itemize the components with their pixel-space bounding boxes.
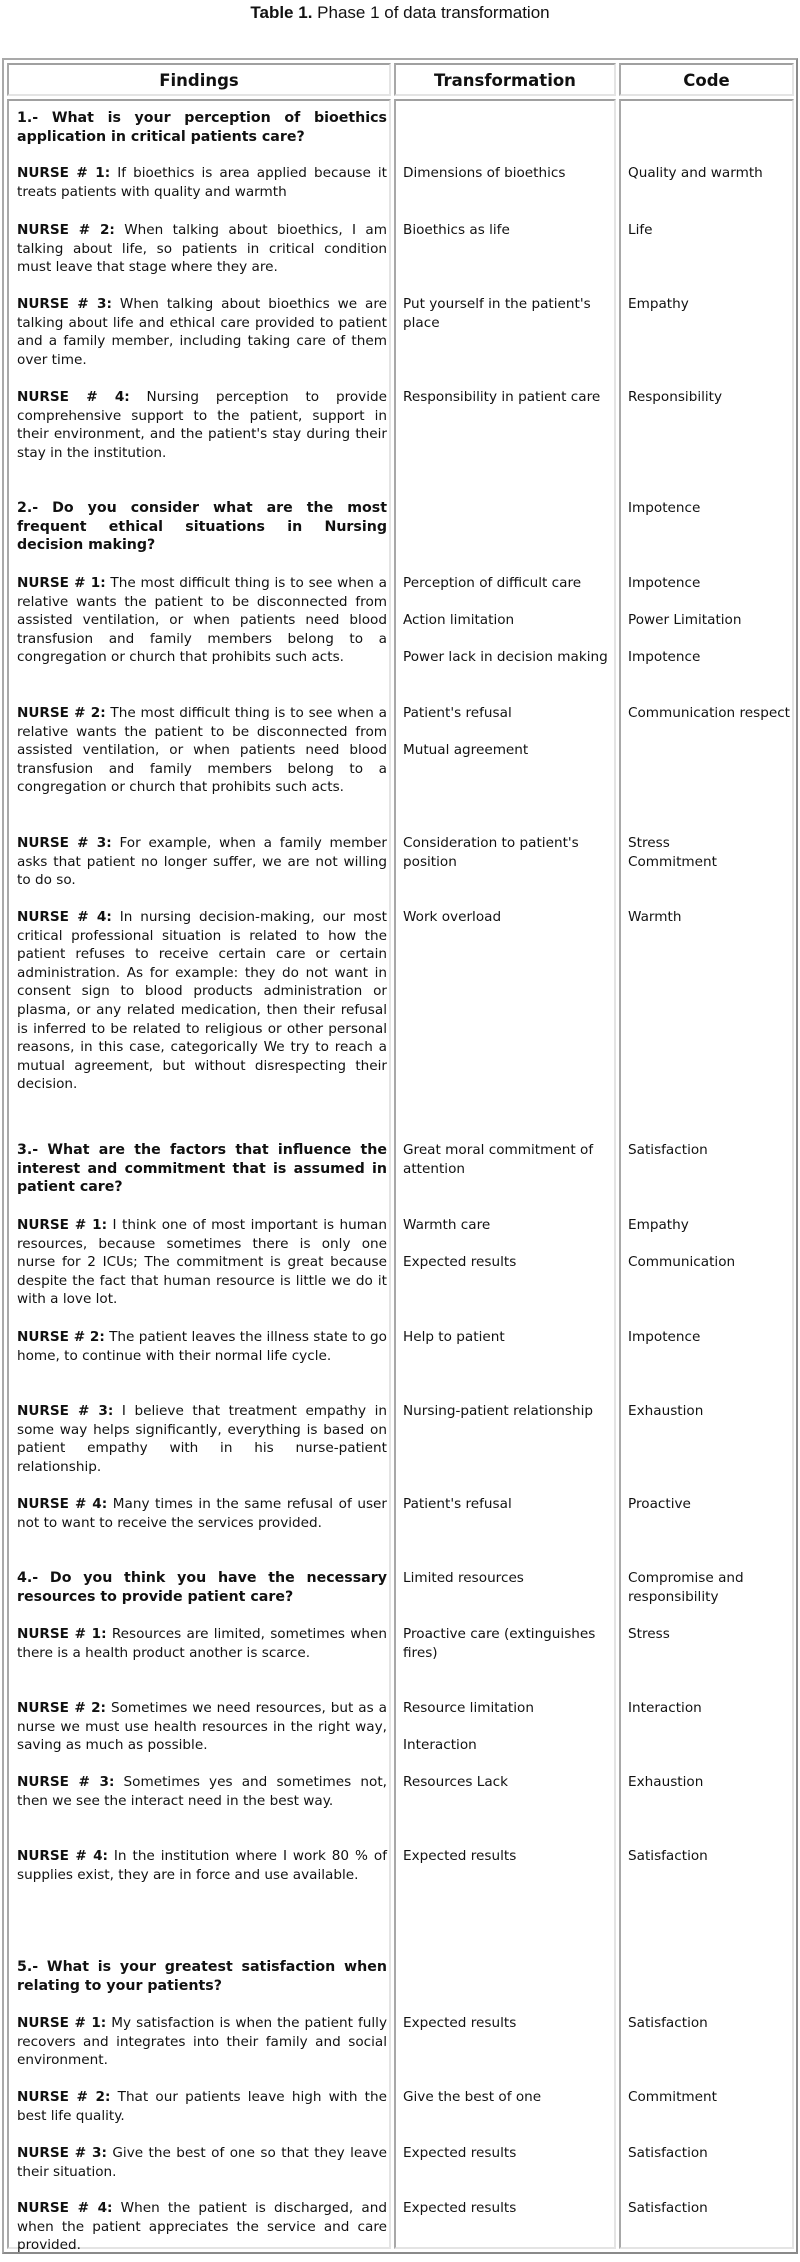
code-entry: Impotence <box>628 575 701 591</box>
transformation-entry: Resource limitation <box>403 1700 534 1716</box>
caption-text: Phase 1 of data transformation <box>312 3 550 22</box>
nurse-response <box>17 388 387 462</box>
nurse-label: NURSE # 3: <box>17 2145 107 2161</box>
transformation-entry: Expected results <box>403 1848 517 1864</box>
response-text: The most difficult thing is to see when a relative wants the patient to be disconnected from assisted ventilation, or when patients need blood transfusion and family members belong to a congregation or church that prohibits such acts. <box>17 705 387 796</box>
nurse-label: NURSE # 4: <box>17 2200 113 2216</box>
response-text: When the patient is discharged, and when the patient appreciates the service and care provided. <box>17 2200 387 2254</box>
question-text: 1.- What is your perception of bioethics application in critical patients care? <box>17 110 387 145</box>
code-entry: Exhaustion <box>628 1403 704 1419</box>
response-text: When talking about bioethics we are talking about life and ethical care provided to patient and a family member, including taking care of them over time. <box>17 296 387 368</box>
nurse-response <box>17 704 387 797</box>
transformation-entry: Interaction <box>403 1737 477 1753</box>
transformation-entry: Perception of difficult care <box>403 575 582 591</box>
transformation-entry: Great moral commitment of attention <box>403 1142 594 1177</box>
table-caption <box>0 3 800 23</box>
code-entry: Responsibility <box>628 389 723 405</box>
response-text: I think one of most important is human resources, because sometimes there is only one nurse for 2 ICUs; The commitment is great because despite the fact that human resource is little we do it with a love lot. <box>17 1217 387 1308</box>
nurse-label: NURSE # 1: <box>17 575 106 591</box>
code-entry: Communication respect <box>628 705 790 721</box>
nurse-response <box>17 574 387 667</box>
transformation-entry: Patient's refusal <box>403 1496 512 1512</box>
transformation-entry: Limited resources <box>403 1570 524 1586</box>
code-entry: Proactive <box>628 1496 691 1512</box>
response-text: I believe that treatment empathy in some way helps significantly, everything is based on patient empathy with in his nurse-patient relationship. <box>17 1403 387 1475</box>
nurse-response <box>17 221 387 277</box>
transformation-entry: Resources Lack <box>403 1774 508 1790</box>
transformation-entry: Proactive care (extinguishes fires) <box>403 1626 596 1661</box>
transformation-column <box>394 99 616 2249</box>
header-findings: Findings <box>7 63 391 96</box>
code-entry: Satisfaction <box>628 2015 708 2031</box>
code-entry: Power Limitation <box>628 612 742 628</box>
transformation-entry: Responsibility in patient care <box>403 389 601 405</box>
nurse-response <box>17 2144 387 2181</box>
transformation-entry: Put yourself in the patient's place <box>403 296 591 331</box>
code-entry: Impotence <box>628 500 701 516</box>
transformation-entry: Expected results <box>403 2015 517 2031</box>
header-transformation: Transformation <box>394 63 616 96</box>
response-text: Resources are limited, sometimes when there is a health product another is scarce. <box>17 1626 387 1661</box>
transformation-entry: Consideration to patient's position <box>403 835 579 870</box>
nurse-label: NURSE # 4: <box>17 1848 108 1864</box>
code-entry: Satisfaction <box>628 1848 708 1864</box>
code-entry: Commitment <box>628 854 717 870</box>
transformation-entry: Warmth care <box>403 1217 491 1233</box>
nurse-label: NURSE # 1: <box>17 2015 107 2031</box>
code-entry: Life <box>628 222 653 238</box>
code-entry: Empathy <box>628 296 689 312</box>
nurse-label: NURSE # 2: <box>17 2089 111 2105</box>
nurse-label: NURSE # 3: <box>17 1403 114 1419</box>
transformation-entry: Expected results <box>403 1254 517 1270</box>
question-text: 3.- What are the factors that influence the interest and commitment that is assumed in patient care? <box>17 1142 387 1196</box>
code-entry: Satisfaction <box>628 1142 708 1158</box>
transformation-entry: Power lack in decision making <box>403 649 608 665</box>
response-text: Give the best of one so that they leave their situation. <box>17 2145 387 2180</box>
nurse-label: NURSE # 4: <box>17 389 130 405</box>
code-entry: Quality and warmth <box>628 165 763 181</box>
code-entry: Impotence <box>628 649 701 665</box>
transformation-entry: Mutual agreement <box>403 742 529 758</box>
header-code: Code <box>619 63 794 96</box>
nurse-response <box>17 1625 387 1662</box>
transformation-entry: Nursing-patient relationship <box>403 1403 593 1419</box>
transformation-entry: Help to patient <box>403 1329 505 1345</box>
code-column <box>619 99 794 2249</box>
response-text: Sometimes yes and sometimes not, then we see the interact need in the best way. <box>17 1774 387 1809</box>
nurse-response <box>17 164 387 201</box>
response-text: Many times in the same refusal of user not to want to receive the services provided. <box>17 1496 387 1531</box>
nurse-label: NURSE # 2: <box>17 1329 105 1345</box>
response-text: The most difficult thing is to see when a relative wants the patient to be disconnected from assisted ventilation, or when patients need blood transfusion and family members belong to a congregation or church that prohibits such acts. <box>17 575 387 666</box>
nurse-label: NURSE # 2: <box>17 222 115 238</box>
nurse-label: NURSE # 3: <box>17 296 112 312</box>
response-text: In nursing decision-making, our most critical professional situation is related to how the patient refuses to receive certain care or certain administration. As for example: they do not want in consent sign to blood products administration or plasma, or any related medication, then their refusal is inferred to be related to religious or other personal reasons, in this case, categorically We try to reach a mutual agreement, but without disrespecting their decision. <box>17 909 387 1093</box>
nurse-label: NURSE # 1: <box>17 1626 107 1642</box>
transformation-entry: Work overload <box>403 909 502 925</box>
code-entry: Satisfaction <box>628 2145 708 2161</box>
response-text: That our patients leave high with the best life quality. <box>17 2089 387 2124</box>
response-text: Nursing perception to provide comprehensive support to the patient, support in their environment, and the patient's stay during their stay in the institution. <box>17 389 387 461</box>
nurse-label: NURSE # 2: <box>17 705 106 721</box>
response-text: When talking about bioethics, I am talking about life, so patients in critical condition must leave that stage where they are. <box>17 222 387 276</box>
nurse-response <box>17 1328 387 1365</box>
nurse-label: NURSE # 1: <box>17 165 111 181</box>
transformation-entry: Expected results <box>403 2145 517 2161</box>
code-entry: Satisfaction <box>628 2200 708 2216</box>
transformation-entry: Action limitation <box>403 612 515 628</box>
nurse-response <box>17 834 387 890</box>
nurse-response <box>17 1495 387 1532</box>
response-text: If bioethics is area applied because it treats patients with quality and warmth <box>17 165 387 200</box>
nurse-label: NURSE # 2: <box>17 1700 106 1716</box>
code-entry: Empathy <box>628 1217 689 1233</box>
question-text: 4.- Do you think you have the necessary resources to provide patient care? <box>17 1570 387 1605</box>
question-text: 5.- What is your greatest satisfaction when relating to your patients? <box>17 1959 387 1994</box>
question-text: 2.- Do you consider what are the most frequent ethical situations in Nursing decision making? <box>17 500 387 554</box>
nurse-response <box>17 2014 387 2070</box>
code-entry: Warmth <box>628 909 682 925</box>
response-text: The patient leaves the illness state to go home, to continue with their normal life cycle. <box>17 1329 387 1364</box>
code-entry: Compromise and responsibility <box>628 1570 744 1605</box>
nurse-response <box>17 1773 387 1810</box>
code-entry: Communication <box>628 1254 736 1270</box>
nurse-response <box>17 1402 387 1476</box>
nurse-label: NURSE # 3: <box>17 1774 115 1790</box>
nurse-response <box>17 2199 387 2255</box>
nurse-response <box>17 295 387 369</box>
response-text: My satisfaction is when the patient fully recovers and integrates into their family and social environment. <box>17 2015 387 2069</box>
findings-column <box>7 99 391 2254</box>
transformation-entry: Bioethics as life <box>403 222 510 238</box>
data-table <box>2 58 798 2254</box>
code-entry: Stress <box>628 835 670 851</box>
code-entry: Commitment <box>628 2089 717 2105</box>
transformation-entry: Give the best of one <box>403 2089 542 2105</box>
response-text: In the institution where I work 80 % of supplies exist, they are in force and use available. <box>17 1848 387 1883</box>
code-entry: Interaction <box>628 1700 702 1716</box>
caption-label: Table 1. <box>250 3 313 22</box>
transformation-entry: Patient's refusal <box>403 705 512 721</box>
response-text: For example, when a family member asks that patient no longer suffer, we are not willing to do so. <box>17 835 387 889</box>
code-entry: Impotence <box>628 1329 701 1345</box>
nurse-response <box>17 1216 387 1309</box>
code-entry: Exhaustion <box>628 1774 704 1790</box>
response-text: Sometimes we need resources, but as a nurse we must use health resources in the right way, saving as much as possible. <box>17 1700 387 1754</box>
code-entry: Stress <box>628 1626 670 1642</box>
transformation-entry: Expected results <box>403 2200 517 2216</box>
nurse-label: NURSE # 4: <box>17 1496 108 1512</box>
nurse-response <box>17 1847 387 1884</box>
nurse-label: NURSE # 3: <box>17 835 112 851</box>
nurse-response <box>17 1699 387 1755</box>
nurse-label: NURSE # 4: <box>17 909 112 925</box>
transformation-entry: Dimensions of bioethics <box>403 165 566 181</box>
nurse-response <box>17 2088 387 2125</box>
nurse-response <box>17 908 387 1094</box>
nurse-label: NURSE # 1: <box>17 1217 108 1233</box>
